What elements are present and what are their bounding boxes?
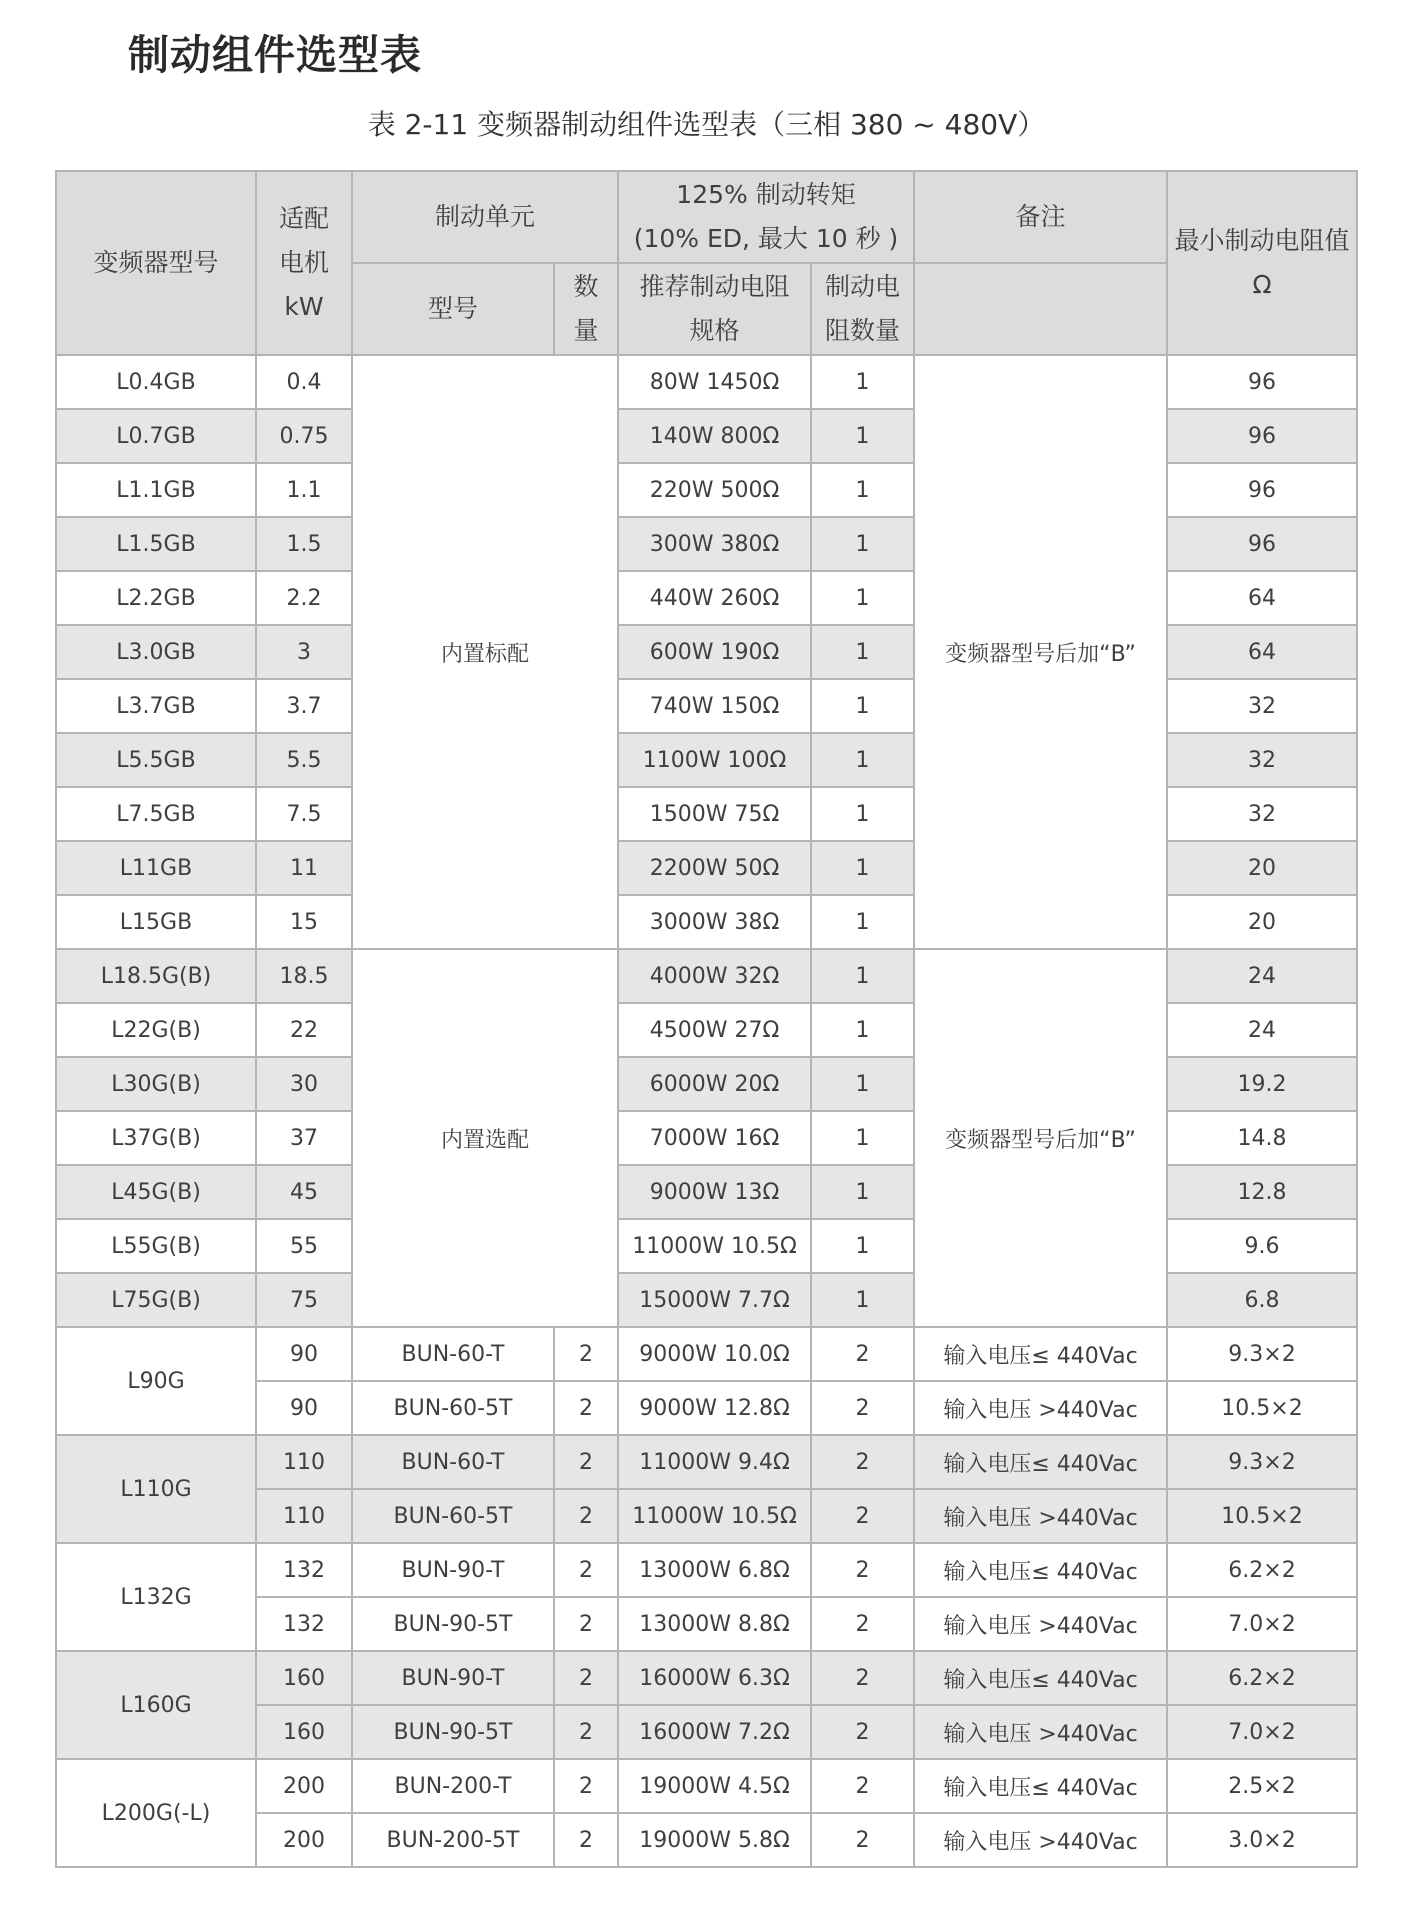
header-unit-qty <box>554 263 618 355</box>
motor-kw-cell: 37 <box>256 1111 352 1165</box>
resistor-count-cell: 1 <box>811 355 914 409</box>
model-cell: L45G(B) <box>56 1165 256 1219</box>
model-cell: L110G <box>56 1435 256 1543</box>
min-resistance-cell: 9.3×2 <box>1167 1435 1357 1489</box>
remark-cell: 输入电压 >440Vac <box>914 1597 1167 1651</box>
resistor-spec-cell: 16000W 6.3Ω <box>618 1651 811 1705</box>
model-cell: L0.7GB <box>56 409 256 463</box>
min-resistance-cell: 10.5×2 <box>1167 1489 1357 1543</box>
model-cell: L15GB <box>56 895 256 949</box>
header-motor-kw <box>256 171 352 355</box>
brake-unit-qty-cell: 2 <box>554 1489 618 1543</box>
brake-unit-qty-cell: 2 <box>554 1651 618 1705</box>
motor-kw-cell: 0.4 <box>256 355 352 409</box>
table-header <box>56 171 1357 355</box>
motor-kw-cell: 110 <box>256 1489 352 1543</box>
remark-cell: 输入电压 >440Vac <box>914 1813 1167 1867</box>
brake-unit-qty-cell: 2 <box>554 1435 618 1489</box>
header-qty-line2: 量 <box>573 316 599 345</box>
min-resistance-cell: 9.3×2 <box>1167 1327 1357 1381</box>
resistor-spec-cell: 16000W 7.2Ω <box>618 1705 811 1759</box>
model-cell: L1.1GB <box>56 463 256 517</box>
resistor-count-cell: 1 <box>811 787 914 841</box>
brake-unit-model-cell: BUN-200-T <box>352 1759 554 1813</box>
header-brake-unit: 制动单元 <box>352 171 618 263</box>
resistor-count-cell: 2 <box>811 1759 914 1813</box>
remark-merged-1: 变频器型号后加“B” <box>914 355 1167 949</box>
remark-cell: 输入电压≤ 440Vac <box>914 1435 1167 1489</box>
model-cell: L22G(B) <box>56 1003 256 1057</box>
model-cell: L18.5G(B) <box>56 949 256 1003</box>
brake-unit-qty-cell: 2 <box>554 1327 618 1381</box>
resistor-spec-cell: 19000W 5.8Ω <box>618 1813 811 1867</box>
header-rcount-line2: 阻数量 <box>825 316 901 345</box>
resistor-count-cell: 2 <box>811 1327 914 1381</box>
model-cell: L0.4GB <box>56 355 256 409</box>
resistor-count-cell: 1 <box>811 1165 914 1219</box>
model-cell: L75G(B) <box>56 1273 256 1327</box>
min-resistance-cell: 6.2×2 <box>1167 1543 1357 1597</box>
resistor-spec-cell: 300W 380Ω <box>618 517 811 571</box>
header-motor-line3: kW <box>284 292 324 321</box>
resistor-count-cell: 1 <box>811 1273 914 1327</box>
resistor-spec-cell: 11000W 10.5Ω <box>618 1219 811 1273</box>
remark-cell: 输入电压≤ 440Vac <box>914 1759 1167 1813</box>
motor-kw-cell: 3 <box>256 625 352 679</box>
resistor-spec-cell: 140W 800Ω <box>618 409 811 463</box>
resistor-spec-cell: 9000W 13Ω <box>618 1165 811 1219</box>
brake-unit-model-cell: BUN-90-5T <box>352 1705 554 1759</box>
resistor-spec-cell: 9000W 10.0Ω <box>618 1327 811 1381</box>
motor-kw-cell: 132 <box>256 1543 352 1597</box>
resistor-spec-cell: 440W 260Ω <box>618 571 811 625</box>
header-model: 变频器型号 <box>56 171 256 355</box>
header-resistor-spec <box>618 263 811 355</box>
resistor-count-cell: 2 <box>811 1489 914 1543</box>
motor-kw-cell: 0.75 <box>256 409 352 463</box>
motor-kw-cell: 132 <box>256 1597 352 1651</box>
resistor-count-cell: 1 <box>811 517 914 571</box>
header-rcount-line1: 制动电 <box>825 272 901 301</box>
motor-kw-cell: 11 <box>256 841 352 895</box>
brake-unit-model-cell: BUN-60-5T <box>352 1381 554 1435</box>
header-motor-line1: 适配 <box>278 204 329 233</box>
resistor-count-cell: 1 <box>811 1219 914 1273</box>
resistor-spec-cell: 1500W 75Ω <box>618 787 811 841</box>
resistor-count-cell: 1 <box>811 409 914 463</box>
brake-unit-qty-cell: 2 <box>554 1705 618 1759</box>
resistor-spec-cell: 4500W 27Ω <box>618 1003 811 1057</box>
motor-kw-cell: 2.2 <box>256 571 352 625</box>
model-cell: L90G <box>56 1327 256 1435</box>
motor-kw-cell: 22 <box>256 1003 352 1057</box>
motor-kw-cell: 3.7 <box>256 679 352 733</box>
resistor-spec-cell: 6000W 20Ω <box>618 1057 811 1111</box>
min-resistance-cell: 10.5×2 <box>1167 1381 1357 1435</box>
header-motor-line2: 电机 <box>278 248 329 277</box>
resistor-spec-cell: 80W 1450Ω <box>618 355 811 409</box>
min-resistance-cell: 96 <box>1167 517 1357 571</box>
resistor-count-cell: 2 <box>811 1651 914 1705</box>
header-unit-model: 型号 <box>352 263 554 355</box>
remark-merged-2: 变频器型号后加“B” <box>914 949 1167 1327</box>
resistor-count-cell: 2 <box>811 1705 914 1759</box>
motor-kw-cell: 45 <box>256 1165 352 1219</box>
table-row <box>56 1651 1357 1705</box>
model-cell: L3.0GB <box>56 625 256 679</box>
min-resistance-cell: 2.5×2 <box>1167 1759 1357 1813</box>
model-cell: L3.7GB <box>56 679 256 733</box>
motor-kw-cell: 18.5 <box>256 949 352 1003</box>
brake-unit-model-cell: BUN-60-T <box>352 1327 554 1381</box>
resistor-count-cell: 1 <box>811 1057 914 1111</box>
brake-unit-builtin-optional: 内置选配 <box>352 949 618 1327</box>
model-cell: L37G(B) <box>56 1111 256 1165</box>
motor-kw-cell: 15 <box>256 895 352 949</box>
table-row <box>56 355 1357 409</box>
brake-unit-qty-cell: 2 <box>554 1543 618 1597</box>
remark-cell: 输入电压≤ 440Vac <box>914 1651 1167 1705</box>
brake-unit-builtin-standard: 内置标配 <box>352 355 618 949</box>
resistor-spec-cell: 13000W 8.8Ω <box>618 1597 811 1651</box>
header-remark-blank <box>914 263 1167 355</box>
resistor-count-cell: 1 <box>811 679 914 733</box>
motor-kw-cell: 110 <box>256 1435 352 1489</box>
resistor-spec-cell: 600W 190Ω <box>618 625 811 679</box>
min-resistance-cell: 20 <box>1167 841 1357 895</box>
model-cell: L55G(B) <box>56 1219 256 1273</box>
resistor-spec-cell: 9000W 12.8Ω <box>618 1381 811 1435</box>
min-resistance-cell: 19.2 <box>1167 1057 1357 1111</box>
header-qty-line1: 数 <box>573 272 599 301</box>
resistor-spec-cell: 1100W 100Ω <box>618 733 811 787</box>
min-resistance-cell: 12.8 <box>1167 1165 1357 1219</box>
resistor-count-cell: 1 <box>811 1111 914 1165</box>
min-resistance-cell: 9.6 <box>1167 1219 1357 1273</box>
min-resistance-cell: 64 <box>1167 571 1357 625</box>
brake-unit-qty-cell: 2 <box>554 1381 618 1435</box>
model-cell: L7.5GB <box>56 787 256 841</box>
motor-kw-cell: 55 <box>256 1219 352 1273</box>
motor-kw-cell: 200 <box>256 1813 352 1867</box>
resistor-count-cell: 1 <box>811 1003 914 1057</box>
min-resistance-cell: 14.8 <box>1167 1111 1357 1165</box>
motor-kw-cell: 90 <box>256 1327 352 1381</box>
resistor-count-cell: 2 <box>811 1543 914 1597</box>
min-resistance-cell: 64 <box>1167 625 1357 679</box>
resistor-spec-cell: 4000W 32Ω <box>618 949 811 1003</box>
resistor-spec-cell: 15000W 7.7Ω <box>618 1273 811 1327</box>
model-cell: L200G(-L) <box>56 1759 256 1867</box>
resistor-spec-cell: 2200W 50Ω <box>618 841 811 895</box>
brake-unit-model-cell: BUN-90-T <box>352 1651 554 1705</box>
model-cell: L2.2GB <box>56 571 256 625</box>
min-resistance-cell: 32 <box>1167 787 1357 841</box>
resistor-spec-cell: 13000W 6.8Ω <box>618 1543 811 1597</box>
motor-kw-cell: 90 <box>256 1381 352 1435</box>
min-resistance-cell: 7.0×2 <box>1167 1597 1357 1651</box>
resistor-spec-cell: 3000W 38Ω <box>618 895 811 949</box>
resistor-count-cell: 1 <box>811 841 914 895</box>
remark-cell: 输入电压≤ 440Vac <box>914 1543 1167 1597</box>
min-resistance-cell: 24 <box>1167 1003 1357 1057</box>
remark-cell: 输入电压 >440Vac <box>914 1381 1167 1435</box>
header-minr-line1: 最小制动电阻值 <box>1174 226 1350 255</box>
model-cell: L160G <box>56 1651 256 1759</box>
resistor-spec-cell: 7000W 16Ω <box>618 1111 811 1165</box>
resistor-count-cell: 2 <box>811 1381 914 1435</box>
min-resistance-cell: 96 <box>1167 463 1357 517</box>
motor-kw-cell: 1.1 <box>256 463 352 517</box>
min-resistance-cell: 20 <box>1167 895 1357 949</box>
min-resistance-cell: 6.2×2 <box>1167 1651 1357 1705</box>
brake-unit-qty-cell: 2 <box>554 1597 618 1651</box>
min-resistance-cell: 7.0×2 <box>1167 1705 1357 1759</box>
brake-unit-model-cell: BUN-90-T <box>352 1543 554 1597</box>
resistor-count-cell: 1 <box>811 571 914 625</box>
header-min-resistance <box>1167 171 1357 355</box>
brake-unit-model-cell: BUN-90-5T <box>352 1597 554 1651</box>
resistor-count-cell: 2 <box>811 1813 914 1867</box>
page-title: 制动组件选型表 <box>128 31 422 79</box>
resistor-spec-cell: 11000W 10.5Ω <box>618 1489 811 1543</box>
header-torque-line2: (10% ED, 最大 10 秒 ) <box>633 224 899 253</box>
brake-selection-table <box>55 170 1358 1868</box>
header-torque-line1: 125% 制动转矩 <box>676 180 856 209</box>
motor-kw-cell: 75 <box>256 1273 352 1327</box>
min-resistance-cell: 32 <box>1167 679 1357 733</box>
resistor-spec-cell: 19000W 4.5Ω <box>618 1759 811 1813</box>
motor-kw-cell: 160 <box>256 1705 352 1759</box>
min-resistance-cell: 24 <box>1167 949 1357 1003</box>
remark-cell: 输入电压 >440Vac <box>914 1705 1167 1759</box>
resistor-count-cell: 1 <box>811 949 914 1003</box>
model-cell: L30G(B) <box>56 1057 256 1111</box>
motor-kw-cell: 30 <box>256 1057 352 1111</box>
table-row <box>56 949 1357 1003</box>
resistor-count-cell: 1 <box>811 463 914 517</box>
model-cell: L11GB <box>56 841 256 895</box>
table-caption: 表 2-11 变频器制动组件选型表（三相 380 ~ 480V） <box>367 108 1046 141</box>
remark-cell: 输入电压≤ 440Vac <box>914 1327 1167 1381</box>
resistor-spec-cell: 11000W 9.4Ω <box>618 1435 811 1489</box>
resistor-count-cell: 1 <box>811 625 914 679</box>
min-resistance-cell: 3.0×2 <box>1167 1813 1357 1867</box>
table-body <box>56 355 1357 1867</box>
header-brake-torque <box>618 171 914 263</box>
table-row <box>56 1543 1357 1597</box>
resistor-spec-cell: 220W 500Ω <box>618 463 811 517</box>
min-resistance-cell: 96 <box>1167 409 1357 463</box>
table-row <box>56 1327 1357 1381</box>
motor-kw-cell: 200 <box>256 1759 352 1813</box>
brake-unit-model-cell: BUN-60-T <box>352 1435 554 1489</box>
model-cell: L5.5GB <box>56 733 256 787</box>
header-spec-line2: 规格 <box>689 316 740 345</box>
min-resistance-cell: 6.8 <box>1167 1273 1357 1327</box>
brake-unit-qty-cell: 2 <box>554 1813 618 1867</box>
motor-kw-cell: 7.5 <box>256 787 352 841</box>
header-resistor-count <box>811 263 914 355</box>
motor-kw-cell: 5.5 <box>256 733 352 787</box>
motor-kw-cell: 1.5 <box>256 517 352 571</box>
table-row <box>56 1759 1357 1813</box>
header-spec-line1: 推荐制动电阻 <box>639 272 790 301</box>
motor-kw-cell: 160 <box>256 1651 352 1705</box>
min-resistance-cell: 32 <box>1167 733 1357 787</box>
remark-cell: 输入电压 >440Vac <box>914 1489 1167 1543</box>
resistor-spec-cell: 740W 150Ω <box>618 679 811 733</box>
brake-unit-qty-cell: 2 <box>554 1759 618 1813</box>
model-cell: L132G <box>56 1543 256 1651</box>
min-resistance-cell: 96 <box>1167 355 1357 409</box>
resistor-count-cell: 1 <box>811 733 914 787</box>
resistor-count-cell: 2 <box>811 1435 914 1489</box>
model-cell: L1.5GB <box>56 517 256 571</box>
brake-unit-model-cell: BUN-60-5T <box>352 1489 554 1543</box>
brake-unit-model-cell: BUN-200-5T <box>352 1813 554 1867</box>
table-row <box>56 1435 1357 1489</box>
resistor-count-cell: 2 <box>811 1597 914 1651</box>
header-minr-line2: Ω <box>1252 270 1272 299</box>
header-remark: 备注 <box>914 171 1167 263</box>
resistor-count-cell: 1 <box>811 895 914 949</box>
